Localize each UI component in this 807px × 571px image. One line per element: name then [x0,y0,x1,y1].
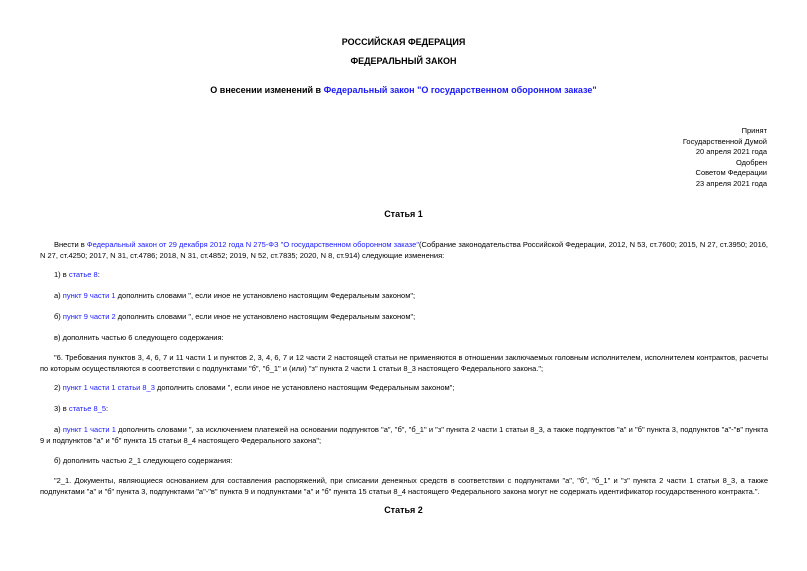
clause-link[interactable]: пункт 9 части 2 [62,312,116,321]
article-1-intro [40,239,768,261]
country-heading: РОССИЙСКАЯ ФЕДЕРАЦИЯ [341,37,466,47]
item-1a [40,290,768,301]
text: б) [54,312,63,321]
law-title-link[interactable]: Федеральный закон "О государственном оборонном заказе" [323,85,597,95]
part-link[interactable]: части 1 [90,425,116,434]
text: : [97,270,100,279]
adoption-line: 20 апреля 2021 года [695,147,767,156]
item-1 [40,269,768,280]
adoption-block [683,126,767,189]
article-8-link[interactable]: статье 8 [68,270,98,279]
adoption-line: Одобрен [736,157,767,167]
adoption-line: Советом Федерации [695,168,767,177]
law-name-link[interactable]: "О государственном оборонном заказе" [280,240,419,249]
clause-link[interactable]: пункт 1 части 1 статьи 8_3 [62,383,155,392]
quote-part-2-1: "2_1. Документы, являющиеся основанием для составления распоряжений, при списании денежных средств в соответствии с подпунктами "а", "б", "б_1" и "з" пункта 2 части 1 статьи 8_3, а также подпунктами "а" и "б" пункта 3, подпунктами "а"-"в" пункта 9 и подпунктами "а" и "б" пункта 15 статьи 8_4 настоящего Федерального закона могут не содержать идентификатор государственного контракта.". [40,476,768,496]
text: 3) в [54,404,69,413]
law-title [0,85,807,95]
article-2-heading: Статья 2 [384,505,423,515]
adoption-line: Государственной Думой [682,136,767,146]
clause-link[interactable]: пункт 1 [62,425,88,434]
text: : [106,404,109,413]
law-link[interactable]: Федеральный закон от 29 декабря 2012 года N 275-ФЗ [86,240,279,249]
text: Внести в [54,240,87,249]
text: дополнить словами ", за исключением платежей на основании подпунктов "а", "б", "б_1" и "з" пункта 2 части 1 статьи 8_3, а также подпунктов "а" и "б" пункта 3, подпунктов "а"-"в" пункта 9 и подпунктов "а" и "б" пункта 15 статьи 8_4 настоящего Федерального закона"; [40,425,768,445]
item-1b [40,311,768,322]
text: а) [54,425,63,434]
article-1-heading: Статья 1 [384,209,423,219]
item-2 [40,382,768,393]
text: а) [54,291,63,300]
article-8-5-link[interactable]: статье 8_5 [68,404,107,413]
text: дополнить словами ", если иное не установлено настоящим Федеральным законом"; [115,312,416,321]
law-title-prefix: О внесении изменений в [210,85,324,95]
doc-type-heading: ФЕДЕРАЛЬНЫЙ ЗАКОН [350,56,457,66]
item-3b: б) дополнить частью 2_1 следующего содержания: [54,456,233,465]
text: 1) в [54,270,69,279]
item-3a [40,424,768,446]
text: 2) [54,383,63,392]
quote-part-6: "6. Требования пунктов 3, 4, 6, 7 и 11 части 1 и пунктов 2, 3, 4, 6, 7 и 12 части 2 настоящей статьи не применяются в отношении заключаемых головным исполнителем, исполнителем контрактов, расчеты по которым осуществляются в соответствии с подпунктами "б", "б_1" и (или) "з" пункта 2 части 1 статьи 8_3 настоящего Федерального закона."; [40,353,768,373]
clause-link[interactable]: пункт 9 части 1 [62,291,116,300]
item-3 [40,403,768,414]
adoption-line: Принят [741,126,767,135]
text: (Собрание законодательства Российской Федерации, 2012, N 53, ст.7600; 2015, N 27, ст.3950; 2016, N 27, ст.4250; 2017, N 31, ст.4786; 2018, N 31, ст.4852; 2019, N 52, ст.7835; 2020, N 8, ст.914) следующие изменения: [40,240,768,260]
text: дополнить словами ", если иное не установлено настоящим Федеральным законом"; [115,291,416,300]
text: дополнить словами ", если иное не установлено настоящим Федеральным законом"; [154,383,455,392]
adoption-line: 23 апреля 2021 года [695,178,767,188]
item-1c: в) дополнить частью 6 следующего содержания: [54,333,224,342]
